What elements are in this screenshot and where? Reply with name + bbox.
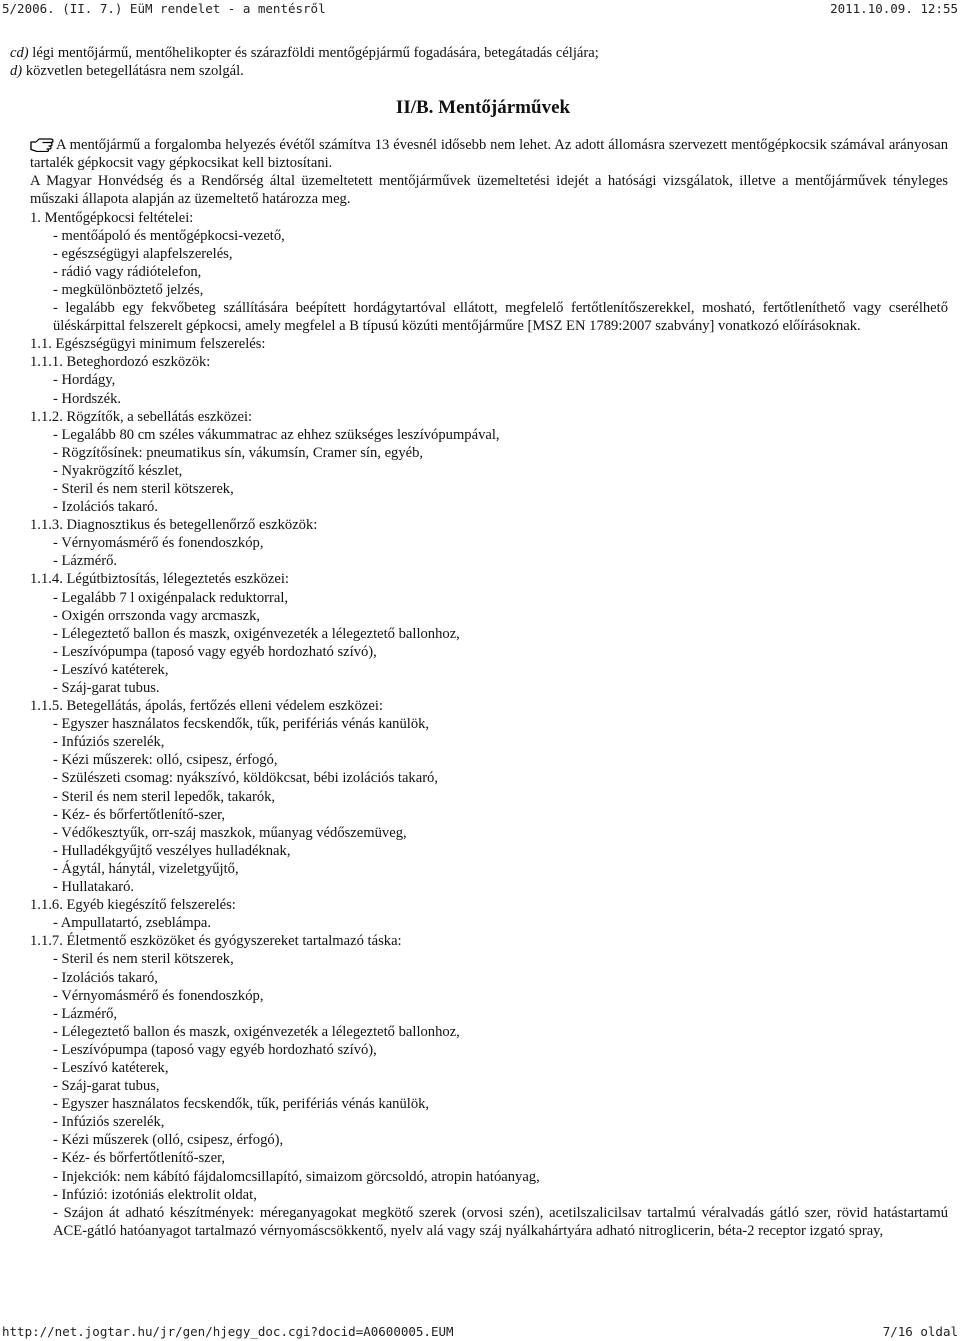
list-line: - Kéz- és bőrfertőtlenítő-szer, (53, 806, 226, 823)
paragraph-vehicle-age (10, 136, 948, 172)
list-line: - Kézi műszerek: olló, csipesz, érfogó, (53, 752, 278, 769)
list-line: - Száj-garat tubus. (53, 680, 160, 696)
header-timestamp: 2011.10.09. 12:55 (830, 1, 958, 16)
footer-url: http://net.jogtar.hu/jr/gen/hjegy_doc.cgi?docid=A0600005.EUM (2, 1324, 454, 1339)
list-line: 1.1.5. Betegellátás, ápolás, fertőzés elleni védelem eszközei: (30, 698, 383, 715)
document-body (10, 44, 948, 1240)
list-line: - Injekciók: nem kábító fájdalomcsillapító, simaizom görcsoldó, atropin hatóanyag, (53, 1168, 540, 1185)
list-line: - Leszívópumpa (taposó vagy egyéb hordozható szívó), (53, 1041, 377, 1058)
list-line: - Kézi műszerek (olló, csipesz, érfogó), (53, 1132, 284, 1149)
list-line: - Infúziós szerelék, (53, 1114, 165, 1131)
list-line: - Lélegeztető ballon és maszk, oxigénvezeték a lélegeztető ballonhoz, (53, 1023, 460, 1040)
list-line: - Legalább 80 cm széles vákummatrac az ehhez szükséges leszívópumpával, (53, 426, 500, 443)
list-line: - Hulladékgyűjtő veszélyes hulladéknak, (53, 842, 291, 859)
list-line: - Vérnyomásmérő és fonendoszkóp, (53, 987, 264, 1004)
intro-item-cd (10, 44, 948, 62)
list-line: - Szájon át adható készítmények: méreganyagokat megkötő szerek (orvosi szén), acetilszalicilsav tartalmú véralvadás gátló szer, rövid hatástartamú ACE-gátló hatóanyagot tartalmazó vérnyomáscsökkentő, nyelv alá vagy száj nyálkahártyára adható nitroglicerin, béta-2 receptor izgató spray, (53, 1204, 948, 1239)
list-line: 1. Mentőgépkocsi feltételei: (30, 209, 194, 226)
list-line: - Hullatakaró. (53, 879, 135, 896)
list-line: - Egyszer használatos fecskendők, tűk, perifériás vénás kanülök, (53, 716, 430, 733)
list-line: - Steril és nem steril lepedők, takarók, (53, 788, 276, 805)
list-line: 1.1.1. Beteghordozó eszközök: (30, 354, 211, 371)
list-line: - Izolációs takaró. (53, 499, 158, 516)
list-line: 1.1.7. Életmentő eszközöket és gyógyszereket tartalmazó táska: (30, 933, 402, 950)
intro-text-d: közvetlen betegellátásra nem szolgál. (22, 63, 244, 80)
list-line: - Egyszer használatos fecskendők, tűk, perifériás vénás kanülök, (53, 1096, 430, 1113)
list-line: - Izolációs takaró, (53, 969, 158, 986)
list-line: - Steril és nem steril kötszerek, (53, 480, 234, 497)
list-line: - Hordszék. (53, 390, 122, 407)
list-line: - rádió vagy rádiótelefon, (53, 263, 202, 280)
list-line: - Lélegeztető ballon és maszk, oxigénvezeték a lélegeztető ballonhoz, (53, 625, 460, 642)
list-line: - Száj-garat tubus, (53, 1078, 160, 1095)
list-line: - egészségügyi alapfelszerelés, (53, 245, 233, 262)
list-line: 1.1.6. Egyéb kiegészítő felszerelés: (30, 897, 236, 914)
list-line: - Infúziós szerelék, (53, 734, 165, 751)
section-title: II/B. Mentőjárművek (395, 97, 571, 119)
list-line: - Leszívó katéterek, (53, 1059, 169, 1076)
list-line: - Legalább 7 l oxigénpalack reduktorral, (53, 589, 289, 606)
paragraph-vehicle-age-text: A mentőjármű a forgalomba helyezés évétől számítva 13 évesnél idősebb nem lehet. Az adott állomásra szervezett mentőgépkocsik számával arányosan tartalék gépkocsit vagy gépkocsikat kell biztosítani. (30, 137, 948, 172)
list-line: - Szülészeti csomag: nyákszívó, köldökcsat, bébi izolációs takaró, (53, 770, 439, 787)
footer-page-number: 7/16 oldal (882, 1324, 958, 1339)
print-header (0, 0, 960, 20)
requirements-list (10, 209, 948, 1240)
list-line: - Kéz- és bőrfertőtlenítő-szer, (53, 1150, 226, 1167)
list-line: - Ágytál, hánytál, vizeletgyűjtő, (53, 860, 239, 877)
print-footer (0, 1322, 960, 1340)
list-line: - Védőkesztyűk, orr-száj maszkok, műanyag védőszemüveg, (53, 824, 407, 841)
list-line: 1.1.2. Rögzítők, a sebellátás eszközei: (30, 408, 253, 425)
list-line: - Infúzió: izotóniás elektrolit oldat, (53, 1186, 257, 1203)
list-line: 1.1.4. Légútbiztosítás, lélegeztetés eszközei: (30, 571, 289, 588)
list-line: 1.1. Egészségügyi minimum felszerelés: (30, 336, 266, 353)
list-line: - Ampullatartó, zseblámpa. (53, 915, 212, 932)
paragraph-military-police: A Magyar Honvédség és a Rendőrség által üzemeltetett mentőjárművek üzemeltetési idejét a hatósági vizsgálatok, illetve a mentőjárművek tényleges műszaki állapota alapján az üzemeltető határozza meg. (30, 173, 948, 208)
list-line: - Oxigén orrszonda vagy arcmaszk, (53, 607, 261, 624)
header-document-title: 5/2006. (II. 7.) EüM rendelet - a mentésről (2, 1, 326, 16)
list-line: - mentőápoló és mentőgépkocsi-vezető, (53, 227, 285, 244)
list-line: - Vérnyomásmérő és fonendoszkóp, (53, 535, 264, 552)
intro-label-cd: cd) (10, 45, 29, 61)
hand-pointer-icon[interactable] (30, 136, 54, 152)
list-line: - Rögzítősínek: pneumatikus sín, vákumsín, Cramer sín, egyéb, (53, 444, 424, 461)
list-line: - legalább egy fekvőbeteg szállítására beépített hordágytartóval ellátott, megfelelő fertőtlenítőszerekkel, mosható, fertőtleníthető vagy cserélhető üléskárpittal felszerelt gépkocsi, amely megfelel a B típusú közúti mentőjárműre [MSZ EN 1789:2007 szabvány] vonatkozó előírásoknak. (53, 300, 948, 335)
list-line: 1.1.3. Diagnosztikus és betegellenőrző eszközök: (30, 517, 318, 534)
list-line: - Nyakrögzítő készlet, (53, 462, 183, 479)
list-line: - Lázmérő. (53, 553, 118, 570)
list-line: - Steril és nem steril kötszerek, (53, 951, 234, 968)
list-line: - Hordágy, (53, 372, 116, 389)
list-line: - Leszívó katéterek, (53, 661, 169, 678)
intro-item-d (10, 62, 948, 80)
list-line: - Leszívópumpa (taposó vagy egyéb hordozható szívó), (53, 643, 377, 660)
intro-text-cd: légi mentőjármű, mentőhelikopter és szárazföldi mentőgépjármű fogadására, betegátadás céljára; (28, 45, 599, 61)
list-line: - megkülönböztető jelzés, (53, 281, 204, 298)
intro-label-d: d) (10, 63, 23, 80)
list-line: - Lázmérő, (53, 1005, 118, 1022)
